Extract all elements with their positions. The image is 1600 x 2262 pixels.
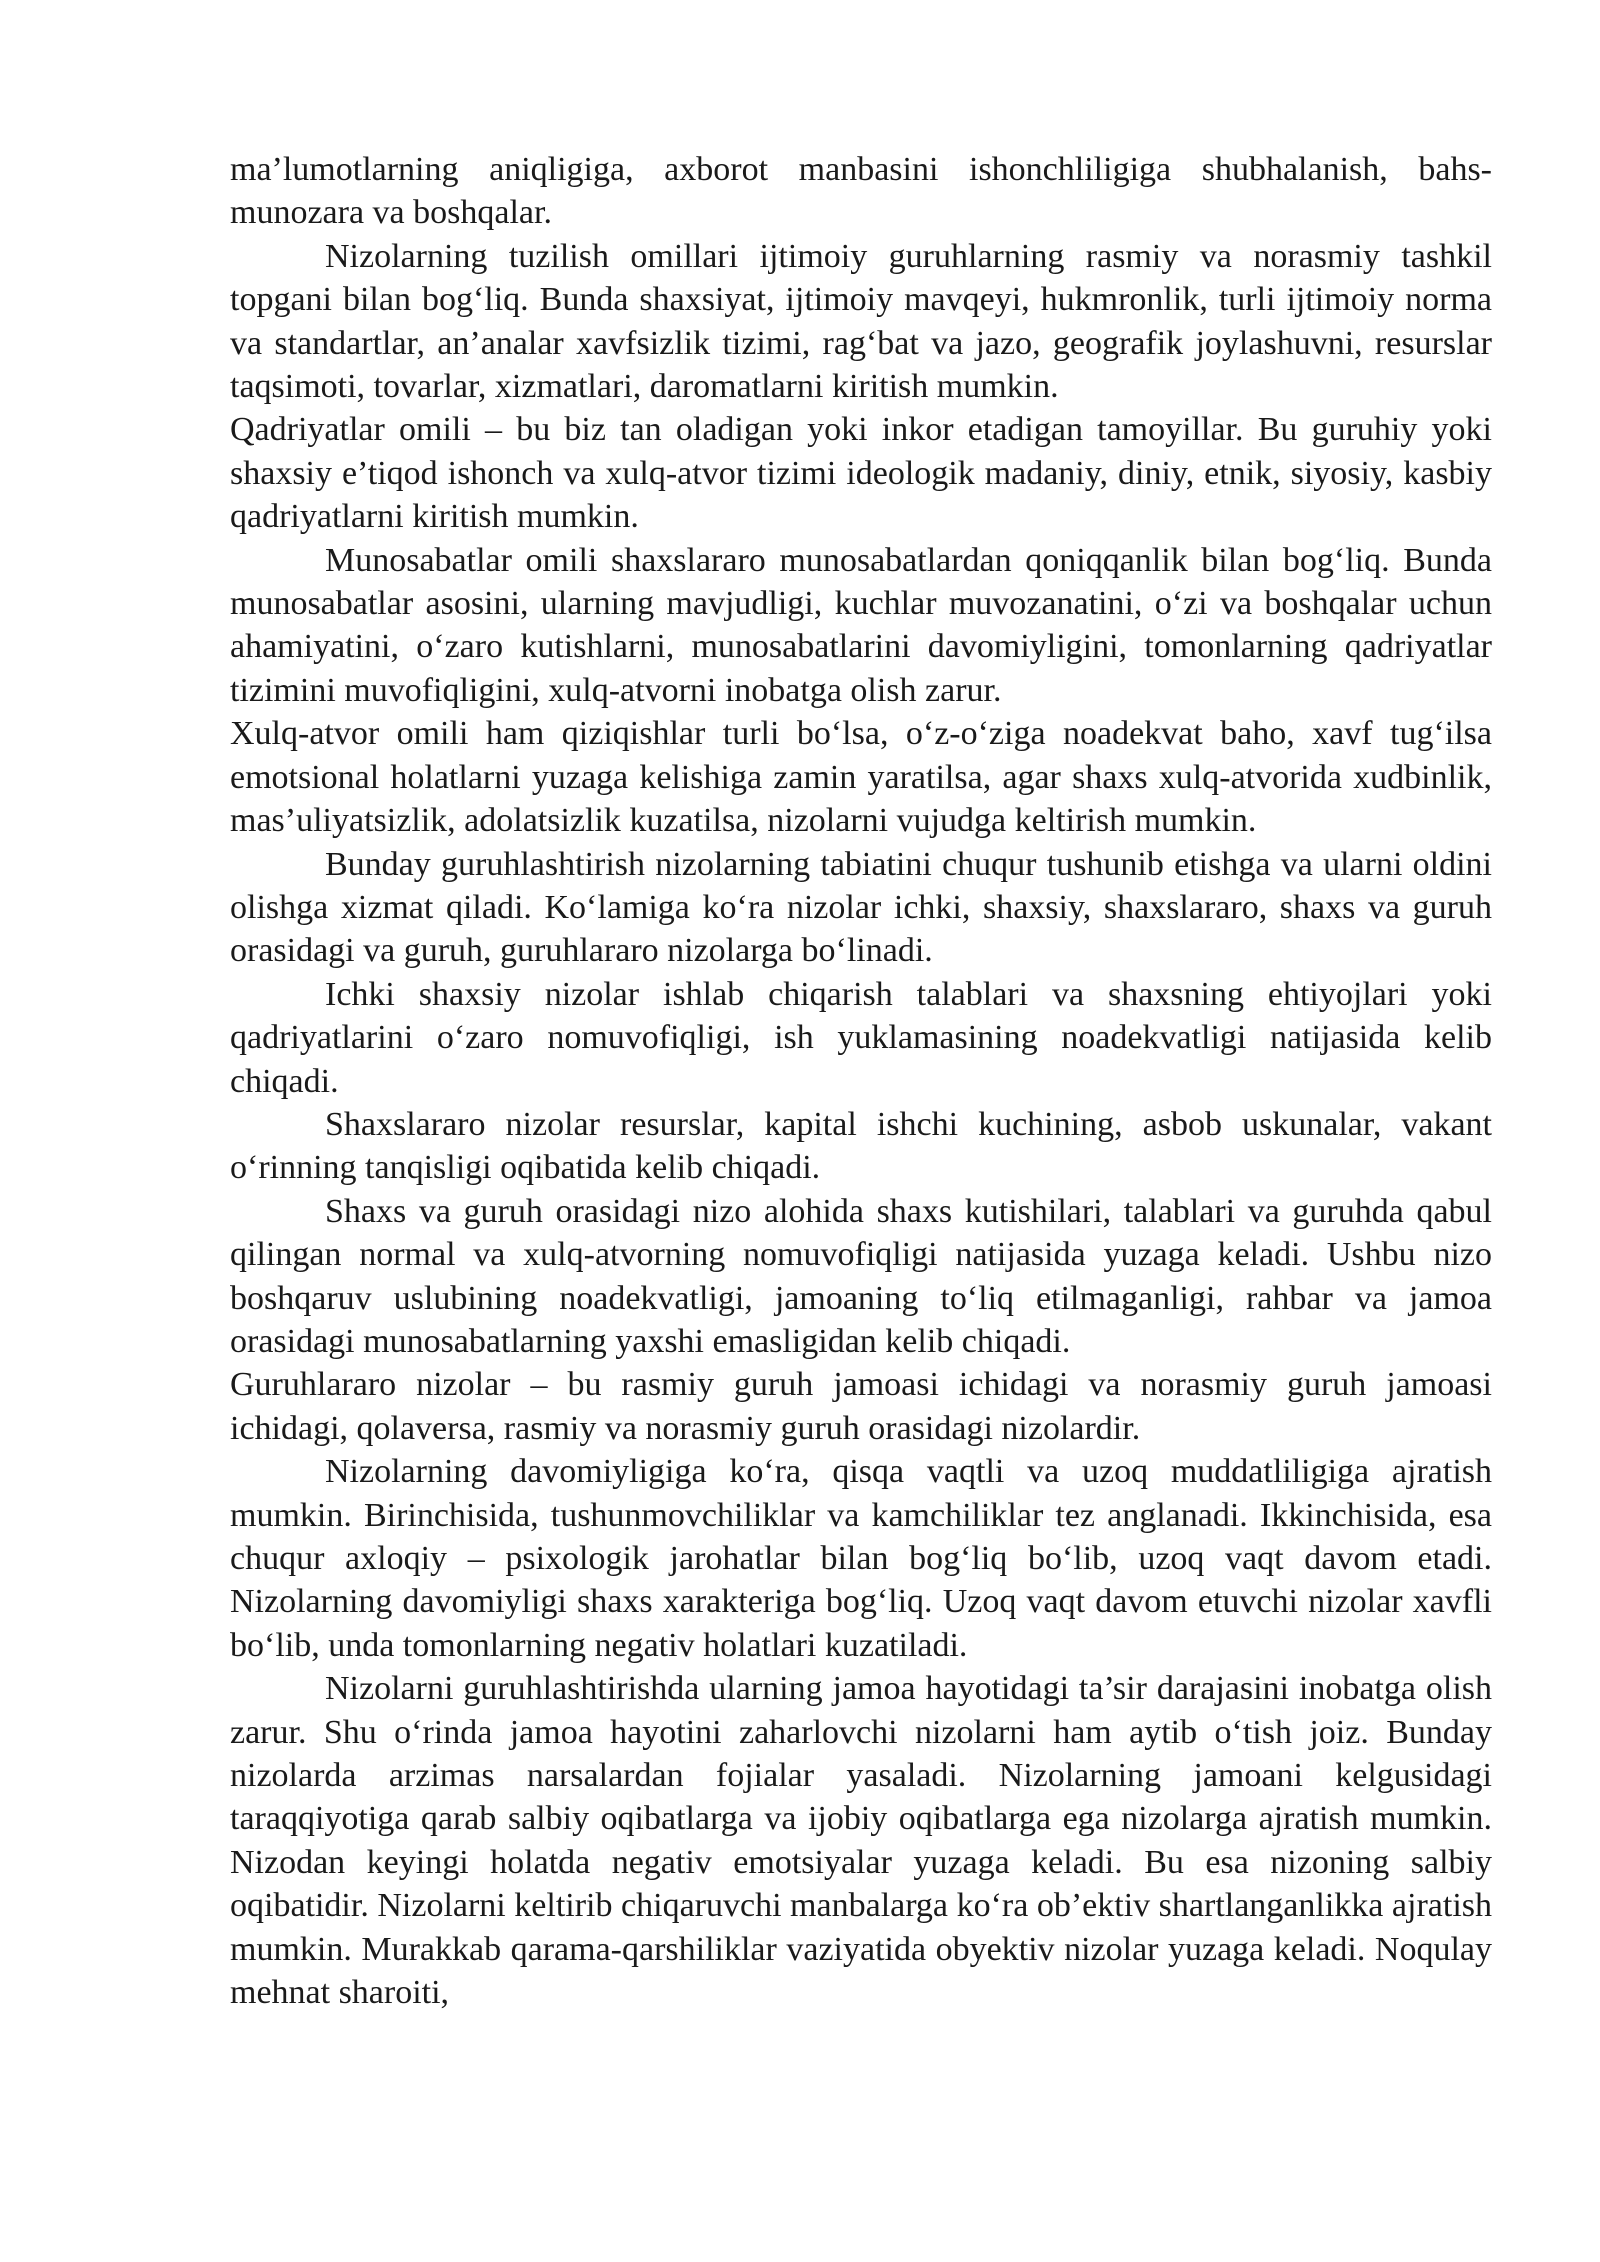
paragraph: Munosabatlar omili shaxslararo munosabatlardan qoniqqanlik bilan bog‘liq. Bunda munosabatlar asosini, ularning mavjudligi, kuchlar muvozanatini, o‘zi va boshqalar uchun ahamiyatini, o‘zaro kutishlarni, munosabatlarini davomiyligini, tomonlarning qadriyatlar tizimini muvofiqligini, xulq-atvorni inobatga olish zarur. <box>230 541 1492 709</box>
paragraph: ma’lumotlarning aniqligiga, axborot manbasini ishonchliligiga shubhalanish, bahs-munozara va boshqalar. <box>230 151 1492 232</box>
document-page <box>230 148 1492 2014</box>
paragraph: Nizolarning tuzilish omillari ijtimoiy guruhlarning rasmiy va norasmiy tashkil topgani bilan bog‘liq. Bunda shaxsiyat, ijtimoiy mavqeyi, hukmronlik, turli ijtimoiy norma va standartlar, an’analar xavfsizlik tizimi, rag‘bat va jazo, geografik joylashuvni, resurslar taqsimoti, tovarlar, xizmatlari, daromatlarni kiritish mumkin. <box>230 237 1492 406</box>
paragraph: Qadriyatlar omili – bu biz tan oladigan yoki inkor etadigan tamoyillar. Bu guruhiy yoki shaxsiy e’tiqod ishonch va xulq-atvor tizimi ideologik madaniy, diniy, etnik, siyosiy, kasbiy qadriyatlarni kiritish mumkin. <box>230 411 1492 536</box>
paragraph: Shaxslararo nizolar resurslar, kapital ishchi kuchining, asbob uskunalar, vakant o‘rinning tanqisligi oqibatida kelib chiqadi. <box>230 1105 1492 1187</box>
paragraph: Guruhlararo nizolar – bu rasmiy guruh jamoasi ichidagi va norasmiy guruh jamoasi ichidagi, qolaversa, rasmiy va norasmiy guruh orasidagi nizolardir. <box>230 1366 1492 1447</box>
paragraph: Nizolarning davomiyligiga ko‘ra, qisqa vaqtli va uzoq muddatliligiga ajratish mumkin. Birinchisida, tushunmovchiliklar va kamchiliklar tez anglanadi. Ikkinchisida, esa chuqur axloqiy – psixologik jarohatlar bilan bog‘liq bo‘lib, uzoq vaqt davom etadi. Nizolarning davomiyligi shaxs xarakteriga bog‘liq. Uzoq vaqt davom etuvchi nizolar xavfli bo‘lib, unda tomonlarning negativ holatlari kuzatiladi. <box>230 1453 1492 1664</box>
paragraph: Shaxs va guruh orasidagi nizo alohida shaxs kutishilari, talablari va guruhda qabul qilingan normal va xulq-atvorning nomuvofiqligi natijasida yuzaga keladi. Ushbu nizo boshqaruv uslubining noadekvatligi, jamoaning to‘liq etilmaganligi, rahbar va jamoa orasidagi munosabatlarning yaxshi emasligidan kelib chiqadi. <box>230 1192 1492 1360</box>
paragraph: Xulq-atvor omili ham qiziqishlar turli bo‘lsa, o‘z-o‘ziga noadekvat baho, xavf tug‘ilsa emotsional holatlarni yuzaga kelishiga zamin yaratilsa, agar shaxs xulq-atvorida xudbinlik, mas’uliyatsizlik, adolatsizlik kuzatilsa, nizolarni vujudga keltirish mumkin. <box>230 715 1492 840</box>
paragraph: Ichki shaxsiy nizolar ishlab chiqarish talablari va shaxsning ehtiyojlari yoki qadriyatlarini o‘zaro nomuvofiqligi, ish yuklamasining noadekvatligi natijasida kelib chiqadi. <box>230 975 1492 1100</box>
paragraph: Bunday guruhlashtirish nizolarning tabiatini chuqur tushunib etishga va ularni oldini olishga xizmat qiladi. Ko‘lamiga ko‘ra nizolar ichki, shaxsiy, shaxslararo, shaxs va guruh orasidagi va guruh, guruhlararo nizolarga bo‘linadi. <box>230 845 1492 970</box>
paragraph: Nizolarni guruhlashtirishda ularning jamoa hayotidagi ta’sir darajasini inobatga olish zarur. Shu o‘rinda jamoa hayotini zaharlovchi nizolarni ham aytib o‘tish joiz. Bunday nizolarda arzimas narsalardan fojialar yasaladi. Nizolarning jamoani kelgusidagi taraqqiyotiga qarab salbiy oqibatlarga va ijobiy oqibatlarga ega nizolarga ajratish mumkin. Nizodan keyingi holatda negativ emotsiyalar yuzaga keladi. Bu esa nizoning salbiy oqibatidir. Nizolarni keltirib chiqaruvchi manbalarga ko‘ra ob’ektiv shartlanganlikka ajratish mumkin. Murakkab qarama-qarshiliklar vaziyatida obyektiv nizolar yuzaga keladi. Noqulay mehnat sharoiti, <box>230 1670 1492 2012</box>
